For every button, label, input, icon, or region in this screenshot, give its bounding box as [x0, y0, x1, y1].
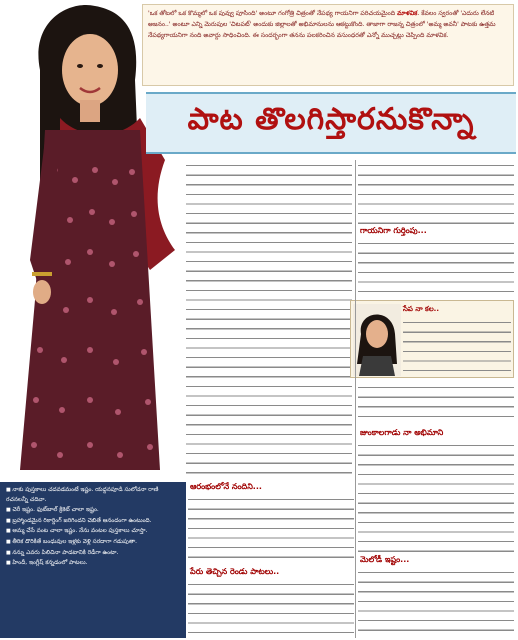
- inset-text: [403, 317, 511, 375]
- bullet-item: ■ చెరీ ఇష్టం. ఫుట్‌బాల్ క్రికెట్ చాలా ఇష్టం.: [6, 506, 180, 516]
- bullet-item: ■ అమ్మ చేసే వంట చాలా ఇష్టం. నేను వంటల పుస్తకాలు చూస్తా.: [6, 527, 180, 537]
- inset-photo: [353, 304, 401, 376]
- article-column-2-mid: [358, 238, 514, 298]
- headline-banner: [146, 92, 516, 154]
- inset-caption: సేప నా కల..: [403, 305, 439, 313]
- intro-highlight-name: మాళవిక: [397, 10, 418, 17]
- article-column-2-jumka: [358, 440, 514, 552]
- headline-text: పాట తొలగిస్తారనుకొన్నా: [187, 102, 475, 137]
- fact-bullets: [0, 482, 186, 638]
- bullet-item: ■ తీరిక దొరికితే బంధువుల ఇళ్లకు వెళ్లి సరదాగా గడుపుతా.: [6, 538, 180, 548]
- subhead-melody: మెలోడీ ఇష్టం...: [360, 555, 410, 564]
- article-column-2-melody: [358, 567, 514, 637]
- article-column-1: [186, 160, 352, 478]
- subhead-singer-journey: గాయనిగా గుర్తింపు...: [360, 226, 427, 235]
- article-column-2-top: [358, 160, 514, 226]
- intro-text: 'ఒక తోటలో ఒక కొమ్మలో ఒక పువ్వు పూసింది' అంటూ గంగోత్రి చిత్రంతో నేపథ్య గాయనిగా పరిచయమైంది మాళవిక. కేవలం స్వరంతో 'ఎదురు లేనటి అజనం..' అంటూ ఎన్ని మెరుపుల 'చిటపట్' అందుకు జిల్లాలతో అభిమానులను ఆకట్టుకొంది. తాజాగా రాజన్న చిత్రంలో 'అమ్మ అవనీ' పాటకు ఉత్తమ నేపథ్యగాయనిగా నంది అవార్డు సాధించింది. ఈ సందర్భంగా తనను పలకరించిన వసుంధరతో ఎన్నో ముచ్చట్లు చెప్పింది మాళవిక.: [148, 10, 496, 39]
- article-column-1-entry: [188, 494, 354, 564]
- subhead-marriage: పేరు తెచ్చిన రెండు పాటలు..: [190, 567, 280, 576]
- subhead-entry: ఆరంభంలోనే నందిని...: [190, 482, 262, 491]
- bullet-item: ■ నాకు పుస్తకాలు చదవడమంటే ఇష్టం. యద్దనపూడి సులోచనా రాణి రచనలన్నీ చదివా.: [6, 486, 180, 505]
- inset-box: [350, 300, 514, 378]
- bullet-item: ■ హిందీ, ఇంగ్లీష్ కన్నడంలో పాటలు.: [6, 559, 180, 569]
- subhead-jumka: జుంకాలగాడు నా అభిమాని: [360, 428, 444, 437]
- article-column-1-songs: [188, 579, 354, 637]
- bullet-item: ■ నన్ను ఎవరు పిలిచినా పాడటానికి రెడీగా ఉంటా.: [6, 549, 180, 559]
- column-divider: [355, 160, 356, 638]
- article-column-2-lower: [358, 382, 514, 424]
- bullet-item: ■ బ్రహ్మాండమైన రికార్డింగ్ జరిగిందని చెబితే ఆనందంగా ఉంటుంది.: [6, 517, 180, 527]
- intro-box: [142, 4, 514, 86]
